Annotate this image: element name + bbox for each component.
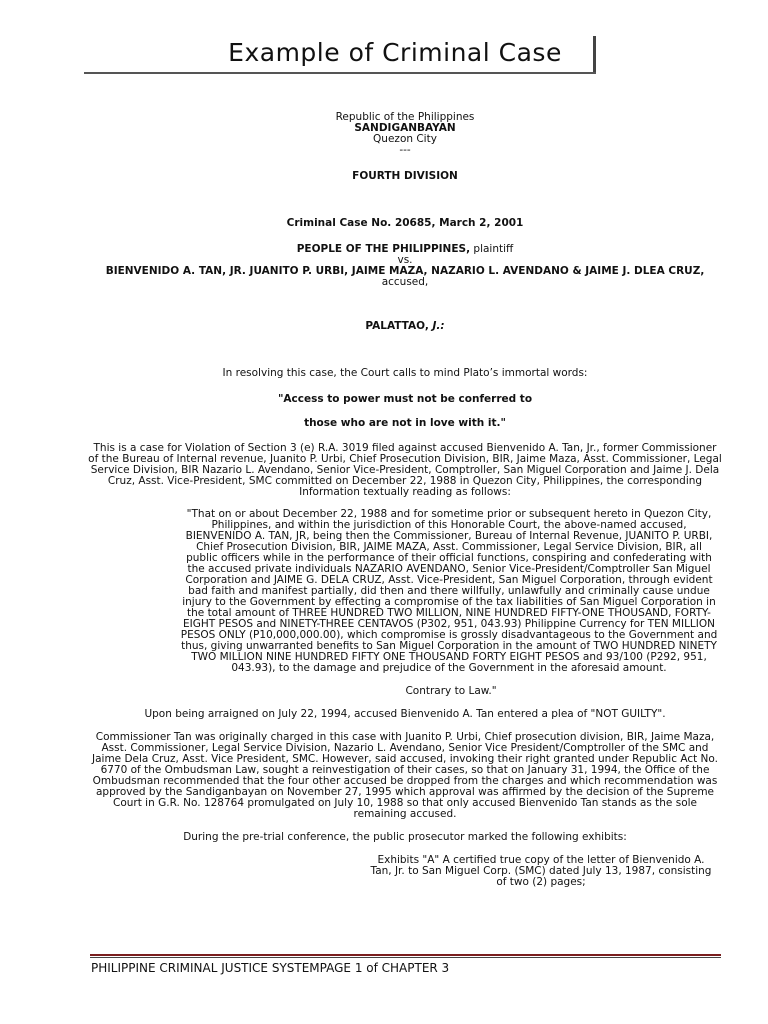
information-quote: "That on or about December 22, 1988 and for sometime prior or subsequent hereto in Quezon City, Philippines, and within the jurisdiction of this Honorable Court, the above-named accused, BIENVENIDO A. TAN, JR, being then the Commissioner, Bureau of Internal Revenue, JUANITO P. URBI, Chief Prosecution Division, BIR, JAIME MAZA, Asst. Commissioner, Legal Service Division, BIR, all public officers while in the performance of their official functions, conspiring and confederating with the accused private individuals NAZARIO AVENDANO, Senior Vice-President/Comptroller San Miguel Corporation and JAIME G. DELA CRUZ, Asst. Vice-President, San Miguel Corporation, through evident bad faith and manifest partially, did then and there willfully, unlawfully and criminally cause undue injury to the Government by effecting a compromise of the tax liabilities of San Miguel Corporation in the total amount of THREE HUNDRED TWO MILLION, NINE HUNDRED FIFTY-ONE THOUSAND, FORTY-EIGHT PESOS and NINETY-THREE CENTAVOS (P302, 951, 043.93) Philippine Currency for TEN MILLION PESOS ONLY (P10,000,000.00), which compromise is grossly disadvantageous to the Government and thus, giving unwarranted benefits to San Miguel Corporation in the amount of TWO HUNDRED NINETY TWO MILLION NINE HUNDRED FIFTY ONE THOUSAND FORTY EIGHT PESOS and 93/100 (P292, 951, 043.93), to the damage and prejudice of the Government in the aforesaid amount. xyxy=(180,508,718,674)
judge-title: J.: xyxy=(432,320,445,332)
contrary-to-law: Contrary to Law." xyxy=(405,685,497,697)
paragraph-4: During the pre-trial conference, the public prosecutor marked the following exhibits: xyxy=(183,831,627,843)
quote-line-2: those who are not in love with it." xyxy=(304,417,506,429)
city-line: Quezon City xyxy=(373,133,437,145)
plaintiff-role: plaintiff xyxy=(470,243,514,255)
division-heading: FOURTH DIVISION xyxy=(352,170,458,182)
versus: vs. xyxy=(397,254,413,266)
document-body xyxy=(88,112,722,888)
judge-line xyxy=(88,321,722,332)
plaintiff-name: PEOPLE OF THE PHILIPPINES, xyxy=(296,243,471,255)
republic-line: Republic of the Philippines xyxy=(335,111,475,123)
page-title: Example of Criminal Case xyxy=(228,38,562,67)
exhibit-a: Exhibits "A" A certified true copy of the letter of Bienvenido A. Tan, Jr. to San Miguel Corp. (SMC) dated July 13, 1987, consisting of two (2) pages; xyxy=(370,854,712,888)
paragraph-2: Upon being arraigned on July 22, 1994, accused Bienvenido A. Tan entered a plea of "NOT GUILTY". xyxy=(144,708,666,720)
paragraph-3: Commissioner Tan was originally charged in this case with Juanito P. Urbi, Chief prosecution division, BIR, Jaime Maza, Asst. Commissioner, Legal Service Division, Nazario L. Avendano, Senior Vice President/Comptroller of the SMC and Jaime Dela Cruz, Asst. Vice President, SMC. However, said accused, invoking their right granted under Republic Act No. 6770 of the Ombudsman Law, sought a reinvestigation of their cases, so that on January 31, 1994, the Office of the Ombudsman recommended that the four other accused be dropped from the charges and which recommendation was approved by the Sandiganbayan on November 27, 1995 which approval was affirmed by the decision of the Supreme Court in G.R. No. 128764 promulgated on July 10, 1988 so that only accused Bienvenido Tan stands as the sole remaining accused. xyxy=(92,731,718,820)
title-vertical-rule xyxy=(593,36,596,74)
court-name: SANDIGANBAYAN xyxy=(354,122,456,134)
paragraph-1: This is a case for Violation of Section 3 (e) R.A. 3019 filed against accused Bienvenido A. Tan, Jr., former Commissioner of the Bureau of Internal revenue, Juanito P. Urbi, Chief Prosecution Division, BIR, Jaime Maza, Asst. Commissioner, Legal Service Division, BIR Nazario L. Avendano, Senior Vice-President, Comptroller, San Miguel Corporation and Jaime J. Dela Cruz, Asst. Vice-President, SMC committed on December 22, 1988 in Quezon City, Philippines, the corresponding Information textually reading as follows: xyxy=(88,442,722,498)
accused-names: BIENVENIDO A. TAN, JR. JUANITO P. URBI, JAIME MAZA, NAZARIO L. AVENDANO & JAIME J. DLEA CRUZ, xyxy=(105,265,705,277)
footer-rule-dark xyxy=(90,957,721,958)
footer-text: PHILIPPINE CRIMINAL JUSTICE SYSTEMPAGE 1 of CHAPTER 3 xyxy=(91,961,450,975)
separator: --- xyxy=(399,144,411,156)
accused-line xyxy=(88,266,722,288)
case-number: Criminal Case No. 20685, March 2, 2001 xyxy=(286,217,524,229)
title-underline xyxy=(84,72,596,74)
footer-rule-red xyxy=(90,954,721,956)
intro-paragraph: In resolving this case, the Court calls to mind Plato’s immortal words: xyxy=(222,367,588,379)
accused-role: accused, xyxy=(381,276,429,288)
judge-name: PALATTAO, xyxy=(365,320,433,332)
quote-line-1: "Access to power must not be conferred to xyxy=(277,393,533,405)
